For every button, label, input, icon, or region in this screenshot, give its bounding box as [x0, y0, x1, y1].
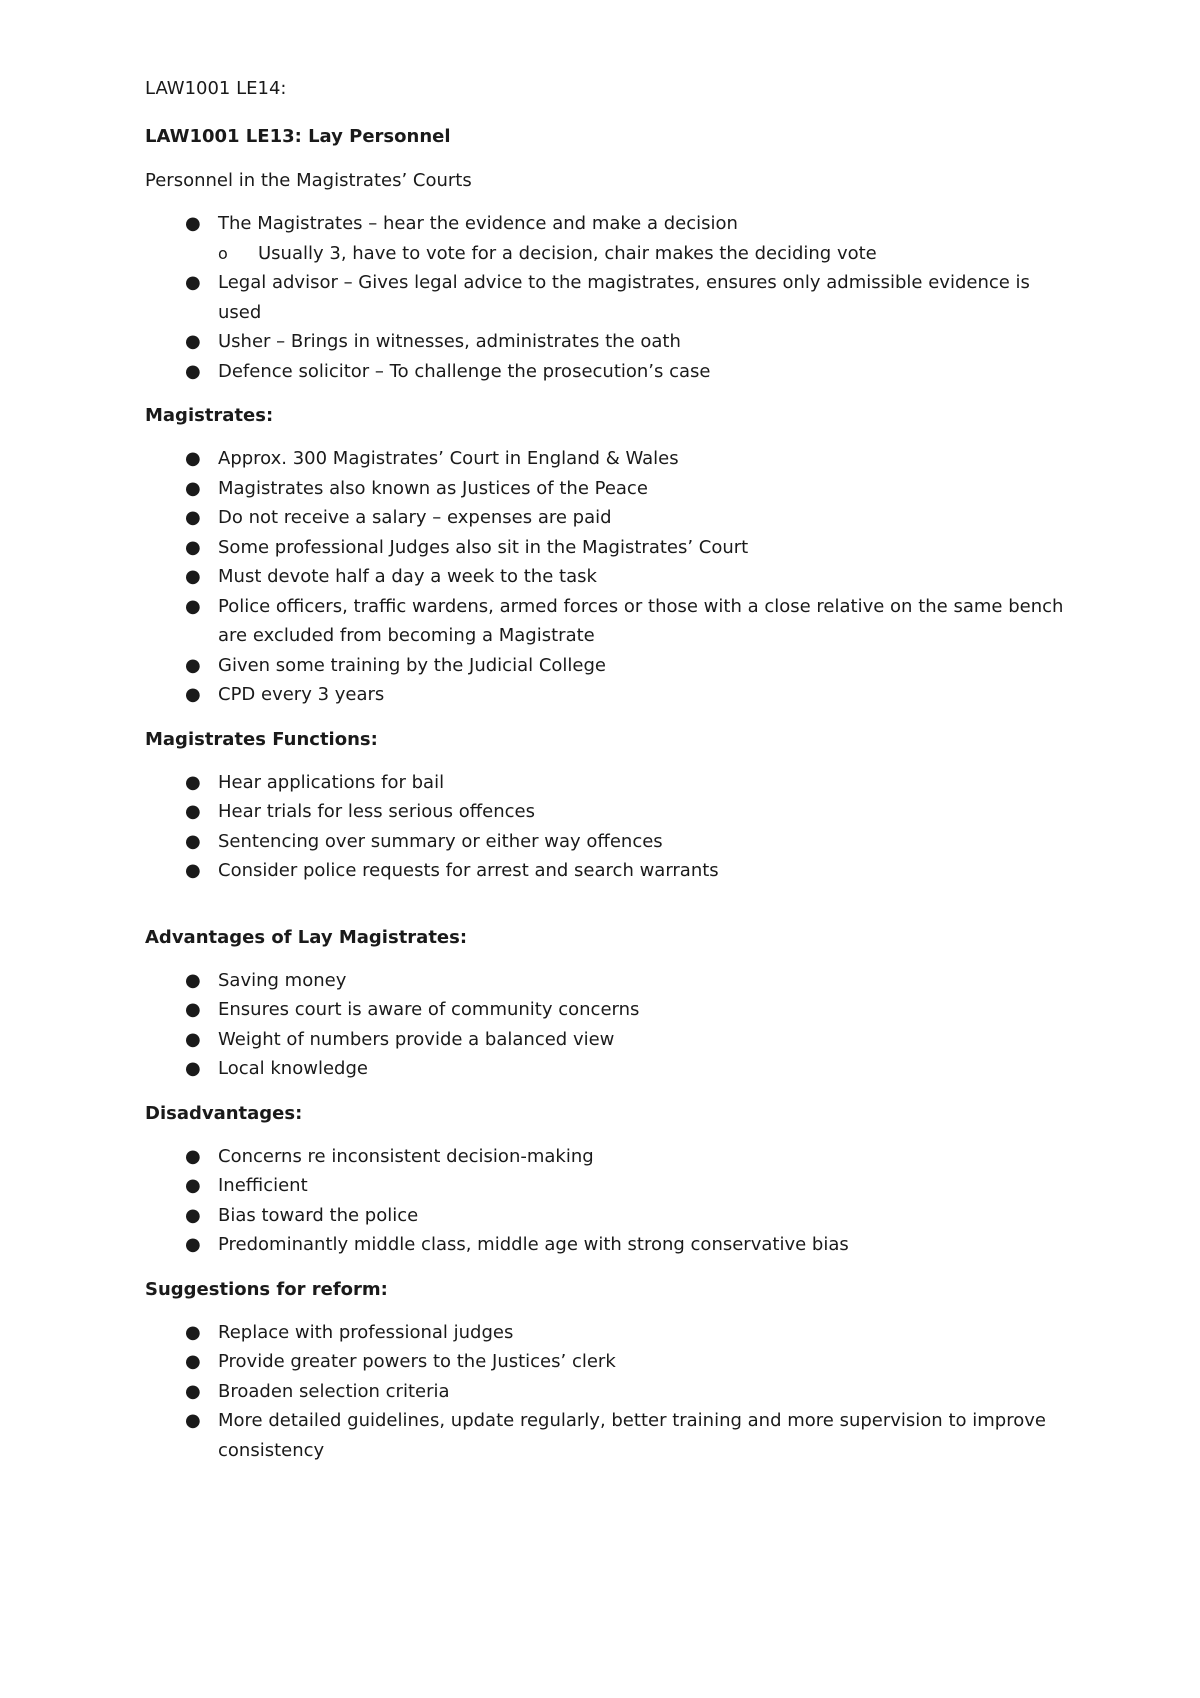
list-item [145, 1025, 1065, 1055]
list-item [145, 533, 1065, 563]
sub-list [218, 239, 1065, 269]
list-item [145, 1230, 1065, 1260]
bullet-icon: ● [185, 448, 201, 469]
list-item-text: Hear trials for less serious offences [218, 801, 535, 822]
bullet-icon: ● [185, 771, 201, 793]
list-item [145, 768, 1065, 798]
section-heading-magistrates: Magistrates: [145, 405, 274, 426]
reform-list [145, 1318, 1065, 1466]
list-item [145, 209, 1065, 268]
list-item [145, 474, 1065, 504]
bullet-icon: ● [185, 1410, 201, 1431]
list-item-text: Consider police requests for arrest and search warrants [218, 860, 719, 881]
list-item-text: Local knowledge [218, 1058, 368, 1079]
bullet-icon: ● [185, 536, 201, 558]
list-item-text: Broaden selection criteria [218, 1380, 450, 1402]
hollow-circle-bullet-icon: o [218, 243, 228, 263]
list-item-text: Do not receive a salary – expenses are paid [218, 507, 612, 528]
list-item [145, 1054, 1065, 1084]
list-item-text: More detailed guidelines, update regularly, better training and more supervision to improve consistency [218, 1410, 1046, 1461]
bullet-icon: ● [185, 477, 201, 499]
bullet-icon: ● [185, 830, 201, 852]
bullet-icon: ● [185, 272, 201, 293]
list-item [145, 797, 1065, 827]
bullet-icon: ● [185, 1234, 201, 1255]
list-item [145, 1347, 1065, 1377]
bullet-icon: ● [185, 801, 201, 822]
list-item-text: Concerns re inconsistent decision-making [218, 1145, 594, 1167]
list-item-text: Given some training by the Judicial College [218, 654, 606, 676]
page-header: LAW1001 LE14: [145, 78, 287, 99]
list-item [145, 444, 1065, 474]
list-item-text: Hear applications for bail [218, 771, 445, 793]
bullet-icon: ● [185, 860, 201, 881]
bullet-icon: ● [185, 1058, 201, 1079]
section-heading-advantages: Advantages of Lay Magistrates: [145, 926, 468, 948]
list-item-text: Magistrates also known as Justices of the Peace [218, 477, 648, 499]
list-item [145, 995, 1065, 1025]
bullet-icon: ● [185, 360, 201, 382]
list-item-text: The Magistrates – hear the evidence and make a decision [218, 213, 738, 234]
list-item-text: Provide greater powers to the Justices’ clerk [218, 1351, 616, 1372]
list-item [145, 856, 1065, 886]
section-heading-functions: Magistrates Functions: [145, 728, 378, 750]
bullet-icon: ● [185, 999, 201, 1020]
bullet-icon: ● [185, 969, 201, 991]
list-item [145, 1318, 1065, 1348]
list-item-text: Weight of numbers provide a balanced view [218, 1028, 615, 1050]
bullet-icon: ● [185, 595, 201, 617]
list-item [145, 1171, 1065, 1201]
bullet-icon: ● [185, 507, 201, 528]
list-item [145, 966, 1065, 996]
list-item-text: Predominantly middle class, middle age with strong conservative bias [218, 1234, 849, 1255]
list-item [145, 562, 1065, 592]
list-item [145, 1406, 1065, 1465]
list-item [145, 680, 1065, 710]
bullet-icon: ● [185, 331, 201, 352]
bullet-icon: ● [185, 1321, 201, 1343]
advantages-list [145, 966, 1065, 1084]
list-item [145, 592, 1065, 651]
list-item [145, 1201, 1065, 1231]
bullet-icon: ● [185, 1028, 201, 1050]
bullet-icon: ● [185, 1380, 201, 1402]
list-item-text: Inefficient [218, 1175, 308, 1196]
section-heading-disadvantages: Disadvantages: [145, 1102, 303, 1124]
list-item-text: Police officers, traffic wardens, armed forces or those with a close relative on the same bench are excluded from becoming a Magistrate [218, 595, 1064, 646]
list-item [145, 651, 1065, 681]
list-item-text: Defence solicitor – To challenge the prosecution’s case [218, 360, 711, 382]
bullet-icon: ● [185, 566, 201, 587]
list-item [145, 327, 1065, 357]
list-item-text: Legal advisor – Gives legal advice to the magistrates, ensures only admissible evidence is used [218, 272, 1030, 323]
sub-list-item [218, 239, 1065, 269]
list-item-text: Replace with professional judges [218, 1321, 514, 1343]
personnel-list [145, 209, 1065, 386]
bullet-icon: ● [185, 684, 201, 705]
magistrates-list [145, 444, 1065, 710]
bullet-icon: ● [185, 1351, 201, 1372]
list-item [145, 357, 1065, 387]
list-item-text: Bias toward the police [218, 1204, 419, 1226]
list-item [145, 268, 1065, 327]
bullet-icon: ● [185, 213, 201, 234]
spacer [145, 902, 1065, 924]
functions-list [145, 768, 1065, 886]
bullet-icon: ● [185, 1145, 201, 1167]
list-item [145, 1142, 1065, 1172]
document-title: LAW1001 LE13: Lay Personnel [145, 126, 451, 147]
bullet-icon: ● [185, 1204, 201, 1226]
list-item-text: CPD every 3 years [218, 684, 385, 705]
bullet-icon: ● [185, 1175, 201, 1196]
bullet-icon: ● [185, 654, 201, 676]
section-heading-reform: Suggestions for reform: [145, 1278, 388, 1300]
disadvantages-list [145, 1142, 1065, 1260]
list-item-text: Saving money [218, 969, 347, 991]
personnel-subtitle: Personnel in the Magistrates’ Courts [145, 170, 472, 191]
list-item-text: Ensures court is aware of community concerns [218, 999, 640, 1020]
document-content [145, 75, 1065, 1481]
list-item-text: Approx. 300 Magistrates’ Court in England & Wales [218, 448, 679, 469]
sub-list-item-text: Usually 3, have to vote for a decision, chair makes the deciding vote [258, 242, 877, 264]
list-item-text: Usher – Brings in witnesses, administrates the oath [218, 331, 681, 352]
list-item [145, 1377, 1065, 1407]
list-item-text: Must devote half a day a week to the task [218, 566, 597, 587]
list-item [145, 827, 1065, 857]
list-item [145, 503, 1065, 533]
list-item-text: Some professional Judges also sit in the Magistrates’ Court [218, 536, 749, 558]
list-item-text: Sentencing over summary or either way offences [218, 830, 663, 852]
